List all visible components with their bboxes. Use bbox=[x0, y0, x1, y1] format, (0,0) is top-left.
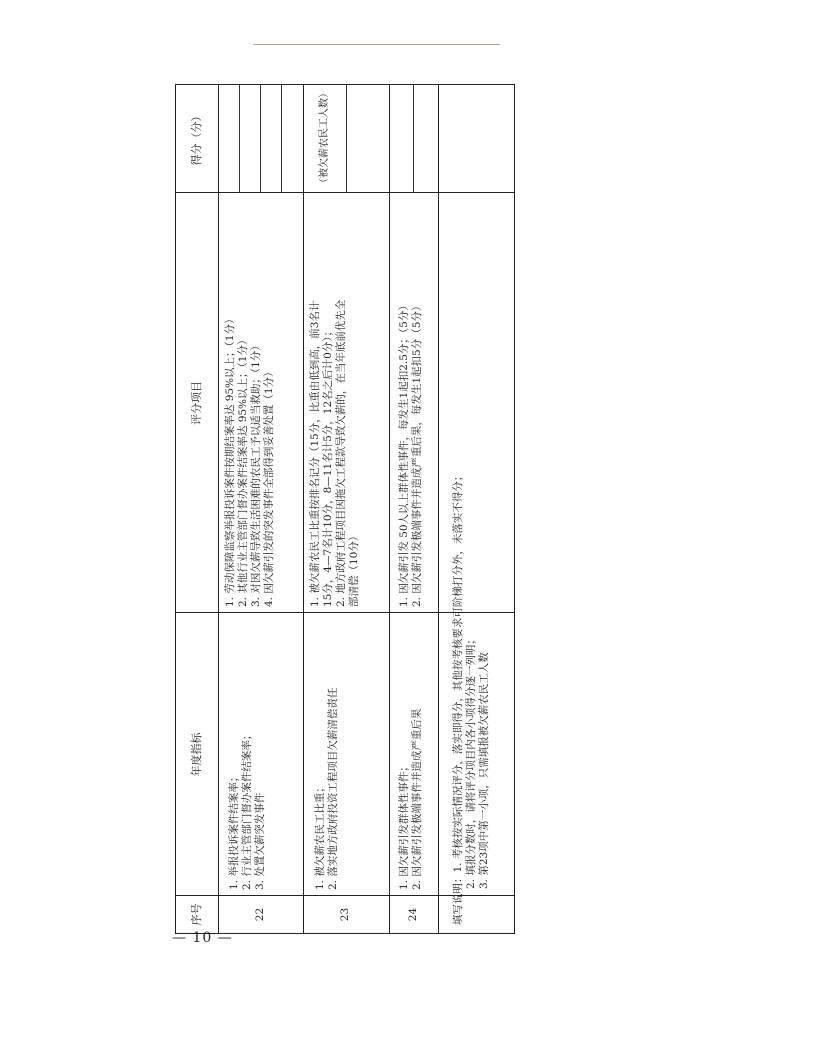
row-indicators bbox=[310, 613, 389, 896]
criteria-item: 3. 对因欠薪导致生活困难的农民工予以适当救助；（1分） bbox=[250, 340, 263, 607]
row-score bbox=[218, 83, 303, 193]
header-seq: 序号 bbox=[190, 903, 204, 926]
indicator-item: 3. 处置欠薪突发事件 bbox=[254, 792, 267, 890]
assessment-table bbox=[175, 84, 515, 934]
criteria-item: 2. 因欠薪引发极端事件并造成严重后果，每发生1起扣5分（5分） bbox=[411, 300, 424, 607]
row-divider bbox=[303, 85, 304, 933]
header-score: 得分（分） bbox=[190, 110, 204, 166]
criteria-item: 1. 被欠薪农民工比重按排名记分（15分，比重由低到高，前3名计 bbox=[309, 300, 321, 607]
criteria-item: 2. 地方政府工程项目因拖欠工程款导致欠薪的，在当年底前优先全 bbox=[335, 299, 348, 607]
row-seq: 22 bbox=[253, 907, 266, 922]
criteria-item: 部清偿（10分） bbox=[348, 530, 361, 607]
fill-instructions bbox=[452, 95, 491, 925]
criteria-item: 15分，4—7名计10分，8—11名计5分，12名之后计0分）； bbox=[322, 325, 335, 607]
indicator-item: 1. 因欠薪引发群体性事件； bbox=[398, 761, 410, 890]
score-subline bbox=[346, 84, 347, 193]
note-line: 2. 填报分数时，请将评分项目内各小项得分逐一列明； bbox=[465, 634, 478, 889]
criteria-item: 2. 其他行业主管部门督办案件结案率达 95%以上；（1分） bbox=[237, 334, 250, 607]
note-line: 3. 第23项中第一小项，只需填报被欠薪农民工人数 bbox=[478, 652, 491, 889]
row-score: （被欠薪农民工人数） bbox=[318, 88, 330, 188]
row-indicators bbox=[394, 613, 438, 896]
indicator-item: 2. 落实地方政府投资工程项目欠薪清偿责任 bbox=[327, 687, 340, 890]
row-seq: 24 bbox=[406, 907, 419, 922]
note-line: 填写说明：1. 考核按实际情况评分，落实即得分，其他按考核要求可阶梯打分外，未落实不得分； bbox=[452, 470, 464, 925]
row-divider bbox=[438, 85, 439, 933]
indicator-item: 2. 行业主管部门督办案件结案率； bbox=[241, 729, 254, 890]
row-divider bbox=[218, 85, 219, 933]
header-criteria: 评分项目 bbox=[190, 381, 204, 425]
criteria-item: 1. 因欠薪引发 50人以上群体性事件，每发生1起扣2.5分；（5分） bbox=[398, 300, 410, 607]
header-indicator: 年度指标 bbox=[190, 732, 204, 777]
rotated-document bbox=[175, 84, 525, 934]
indicator-item: 1. 被欠薪农民工比重； bbox=[314, 782, 326, 890]
row-criteria bbox=[220, 193, 303, 613]
page-number: — 10 — bbox=[172, 930, 233, 946]
top-rule bbox=[253, 44, 500, 45]
indicator-item: 2. 因欠薪引发极端事件并造成严重后果 bbox=[411, 708, 424, 890]
row-divider bbox=[389, 85, 390, 933]
criteria-item: 1. 劳动保障监察举报投诉案件按期结案率达 95%以上；（1分） bbox=[224, 313, 236, 607]
indicator-item: 1. 举报投诉案件结案率； bbox=[228, 771, 240, 890]
row-seq: 23 bbox=[339, 907, 352, 922]
row-criteria bbox=[394, 193, 438, 613]
row-indicators bbox=[224, 613, 303, 896]
row-criteria bbox=[305, 193, 389, 613]
criteria-item: 4. 因欠薪引发的突发事件全部得到妥善处置（1分） bbox=[263, 366, 276, 607]
row-score bbox=[389, 83, 438, 193]
